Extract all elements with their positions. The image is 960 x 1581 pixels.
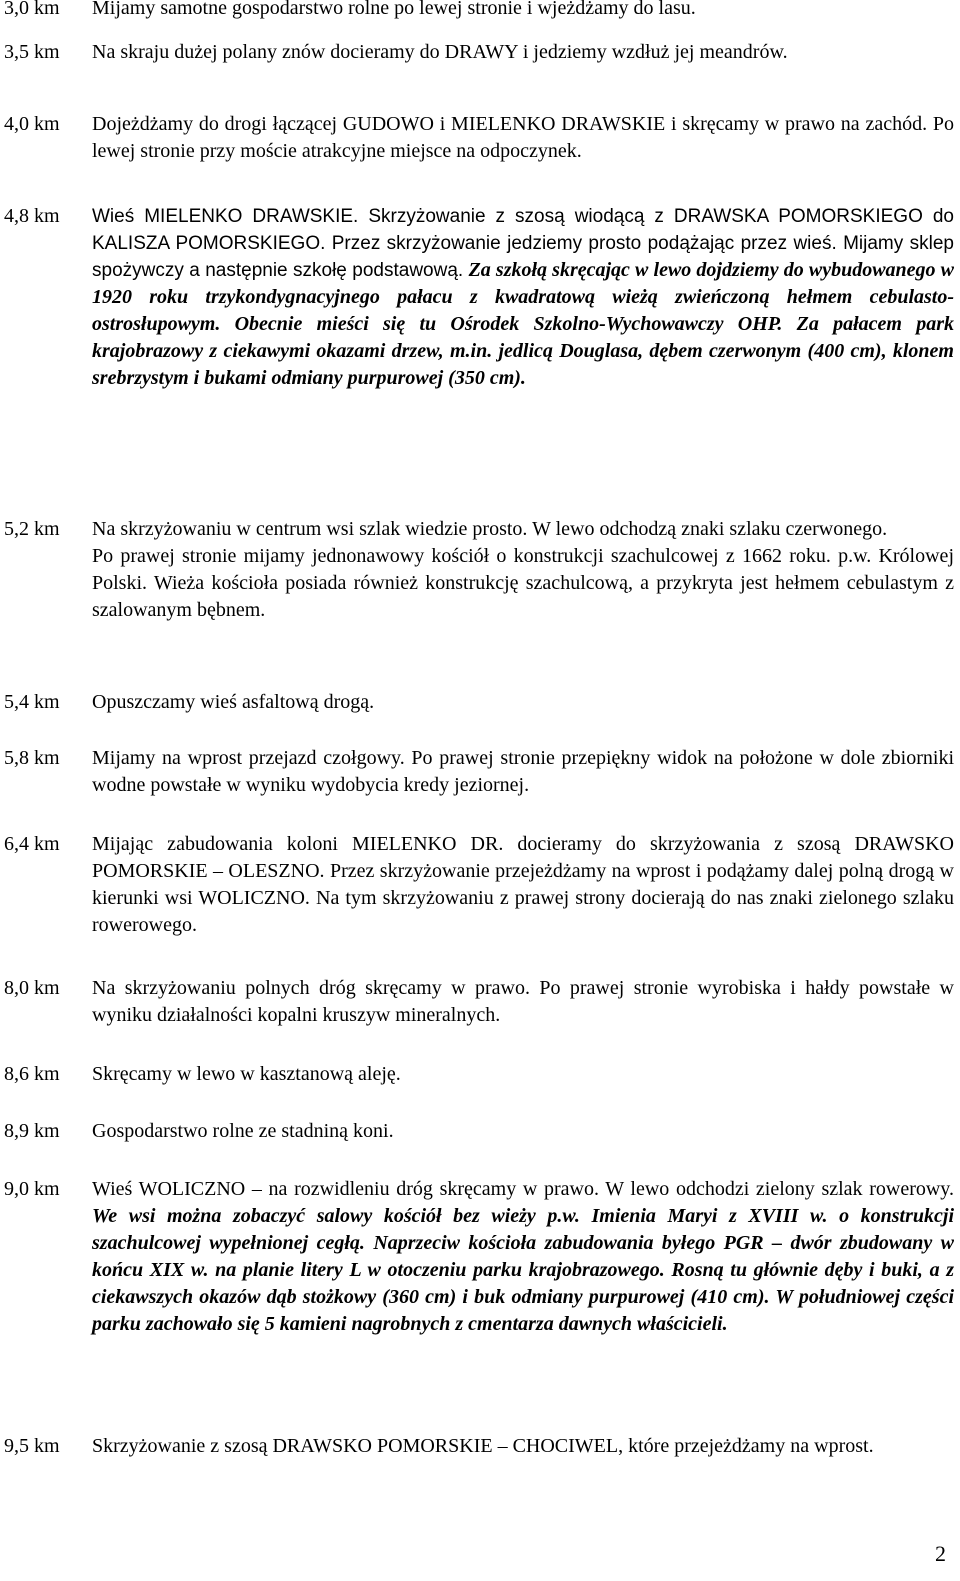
entry-paragraph — [92, 745, 954, 799]
entry-paragraph — [92, 831, 954, 939]
entry-text — [92, 1061, 954, 1088]
text-segment: Opuszczamy wieś asfaltową drogą. — [92, 691, 375, 713]
page-number: 2 — [935, 1541, 946, 1566]
entry-paragraph — [92, 1176, 954, 1338]
entry-text — [92, 1176, 954, 1338]
entry-paragraph — [92, 975, 954, 1029]
entry-paragraph — [92, 111, 954, 165]
text-segment: Skrzyżowanie z szosą DRAWSKO POMORSKIE – CHOCIWEL, które przejeżdżamy na wprost. — [92, 1435, 874, 1457]
entry-paragraph — [92, 0, 954, 22]
route-entry-8-6 — [4, 1061, 958, 1088]
entry-text — [92, 39, 954, 66]
entry-paragraph — [92, 203, 954, 392]
route-entry-4-0 — [4, 111, 958, 165]
text-segment: Skręcamy w lewo w kasztanową aleję. — [92, 1063, 401, 1085]
entry-paragraph — [92, 39, 954, 66]
route-entry-5-4 — [4, 689, 958, 716]
text-segment: Na skraju dużej polany znów docieramy do DRAWY i jedziemy wzdłuż jej meandrów. — [92, 41, 788, 63]
route-entry-5-2 — [4, 516, 958, 624]
entry-paragraph — [92, 516, 954, 543]
km-marker: 8,0 km — [4, 977, 60, 999]
entry-paragraph — [92, 1118, 954, 1145]
route-entry-6-4 — [4, 831, 958, 939]
route-entry-9-5 — [4, 1433, 958, 1460]
entry-text — [92, 745, 954, 799]
km-marker: 8,9 km — [4, 1120, 60, 1142]
route-entry-8-0 — [4, 975, 958, 1029]
route-entry-3-5 — [4, 39, 958, 66]
route-entry-3-0 — [4, 0, 958, 22]
km-marker: 6,4 km — [4, 833, 60, 855]
text-segment-bold-italic: Za szkołą skręcając w lewo dojdziemy do wybudowanego w 1920 roku trzykondygnacyjnego pałacu z kwadratową wieżą zwieńczoną hełmem cebulasto-ostrosłupowym. Obecnie mieści się tu Ośrodek Szkolno-Wychowawczy OHP. Za pałacem park krajobrazowy z ciekawymi okazami drzew, m.in. jedlicą Douglasa, dębem czerwonym (400 cm), klonem srebrzystym i bukami odmiany purpurowej (350 cm). — [92, 259, 954, 389]
entry-text — [92, 1433, 954, 1460]
text-segment: Wieś MIELENKO DRAWSKIE. Skrzyżowanie z szosą wiodącą z DRAWSKA POMORSKIEGO do KALISZA POMORSKIEGO. Przez skrzyżowanie jedziemy prosto podążając przez wieś. Mijamy sklep spożywczy a następnie szkołę podstawową. — [92, 206, 954, 281]
entry-text — [92, 1118, 954, 1145]
route-entry-5-8 — [4, 745, 958, 799]
km-marker: 5,8 km — [4, 747, 60, 769]
route-entry-9-0 — [4, 1176, 958, 1338]
km-marker: 4,0 km — [4, 113, 60, 135]
entry-paragraph — [92, 1433, 954, 1460]
text-segment: Mijamy na wprost przejazd czołgowy. Po prawej stronie przepiękny widok na położone w dole zbiorniki wodne powstałe w wyniku wydobycia kredy jeziornej. — [92, 747, 954, 796]
text-segment: Na skrzyżowaniu polnych dróg skręcamy w prawo. Po prawej stronie wyrobiska i hałdy powstałe w wyniku działalności kopalni kruszyw mineralnych. — [92, 977, 954, 1026]
text-segment: Mijając zabudowania koloni MIELENKO DR. docieramy do skrzyżowania z szosą DRAWSKO POMORSKIE – OLESZNO. Przez skrzyżowanie przejeżdżamy na wprost i podążamy dalej polną drogą w kierunki wsi WOLICZNO. Na tym skrzyżowaniu z prawej strony docierają do nas znaki zielonego szlaku rowerowego. — [92, 833, 954, 936]
text-segment: Wieś WOLICZNO – na rozwidleniu dróg skręcamy w prawo. W lewo odchodzi zielony szlak rowerowy. — [92, 1178, 954, 1200]
text-segment: Na skrzyżowaniu w centrum wsi szlak wiedzie prosto. W lewo odchodzą znaki szlaku czerwonego. — [92, 518, 888, 540]
km-marker: 9,5 km — [4, 1435, 60, 1457]
entry-paragraph — [92, 689, 954, 716]
text-segment: Mijamy samotne gospodarstwo rolne po lewej stronie i wjeżdżamy do lasu. — [92, 0, 696, 19]
km-marker: 5,2 km — [4, 518, 60, 540]
text-segment: Dojeżdżamy do drogi łączącej GUDOWO i MIELENKO DRAWSKIE i skręcamy w prawo na zachód. Po lewej stronie przy moście atrakcyjne miejsce na odpoczynek. — [92, 113, 954, 162]
entry-text — [92, 831, 954, 939]
entry-text — [92, 111, 954, 165]
route-entry-4-8 — [4, 203, 958, 392]
km-marker: 9,0 km — [4, 1178, 60, 1200]
text-segment: Po prawej stronie mijamy jednonawowy kościół o konstrukcji szachulcowej z 1662 roku. p.w. Królowej Polski. Wieża kościoła posiada również konstrukcję szachulcową, a przykryta jest hełmem cebulastym z szalowanym bębnem. — [92, 545, 954, 621]
text-segment: Gospodarstwo rolne ze stadniną koni. — [92, 1120, 394, 1142]
text-segment-bold-italic: We wsi można zobaczyć salowy kościół bez wieży p.w. Imienia Maryi z XVIII w. o konstrukcji szachulcowej wypełnionej cegłą. Naprzeciw kościoła zabudowania byłego PGR – dwór zbudowany w końcu XIX w. na planie litery L w otoczeniu parku krajobrazowego. Rosną tu głównie dęby i buki, a z ciekawszych okazów dąb stożkowy (360 cm) i buk odmiany purpurowej (410 cm). W południowej części parku zachowało się 5 kamieni nagrobnych z cmentarza dawnych właścicieli. — [92, 1205, 954, 1335]
km-marker: 8,6 km — [4, 1063, 60, 1085]
entry-paragraph — [92, 543, 954, 624]
entry-text — [92, 203, 954, 392]
entry-text — [92, 975, 954, 1029]
entry-text — [92, 689, 954, 716]
entry-text — [92, 516, 954, 624]
km-marker: 3,0 km — [4, 0, 60, 19]
km-marker: 4,8 km — [4, 205, 60, 227]
entry-paragraph — [92, 1061, 954, 1088]
km-marker: 3,5 km — [4, 41, 60, 63]
entry-text — [92, 0, 954, 22]
route-entry-8-9 — [4, 1118, 958, 1145]
km-marker: 5,4 km — [4, 691, 60, 713]
